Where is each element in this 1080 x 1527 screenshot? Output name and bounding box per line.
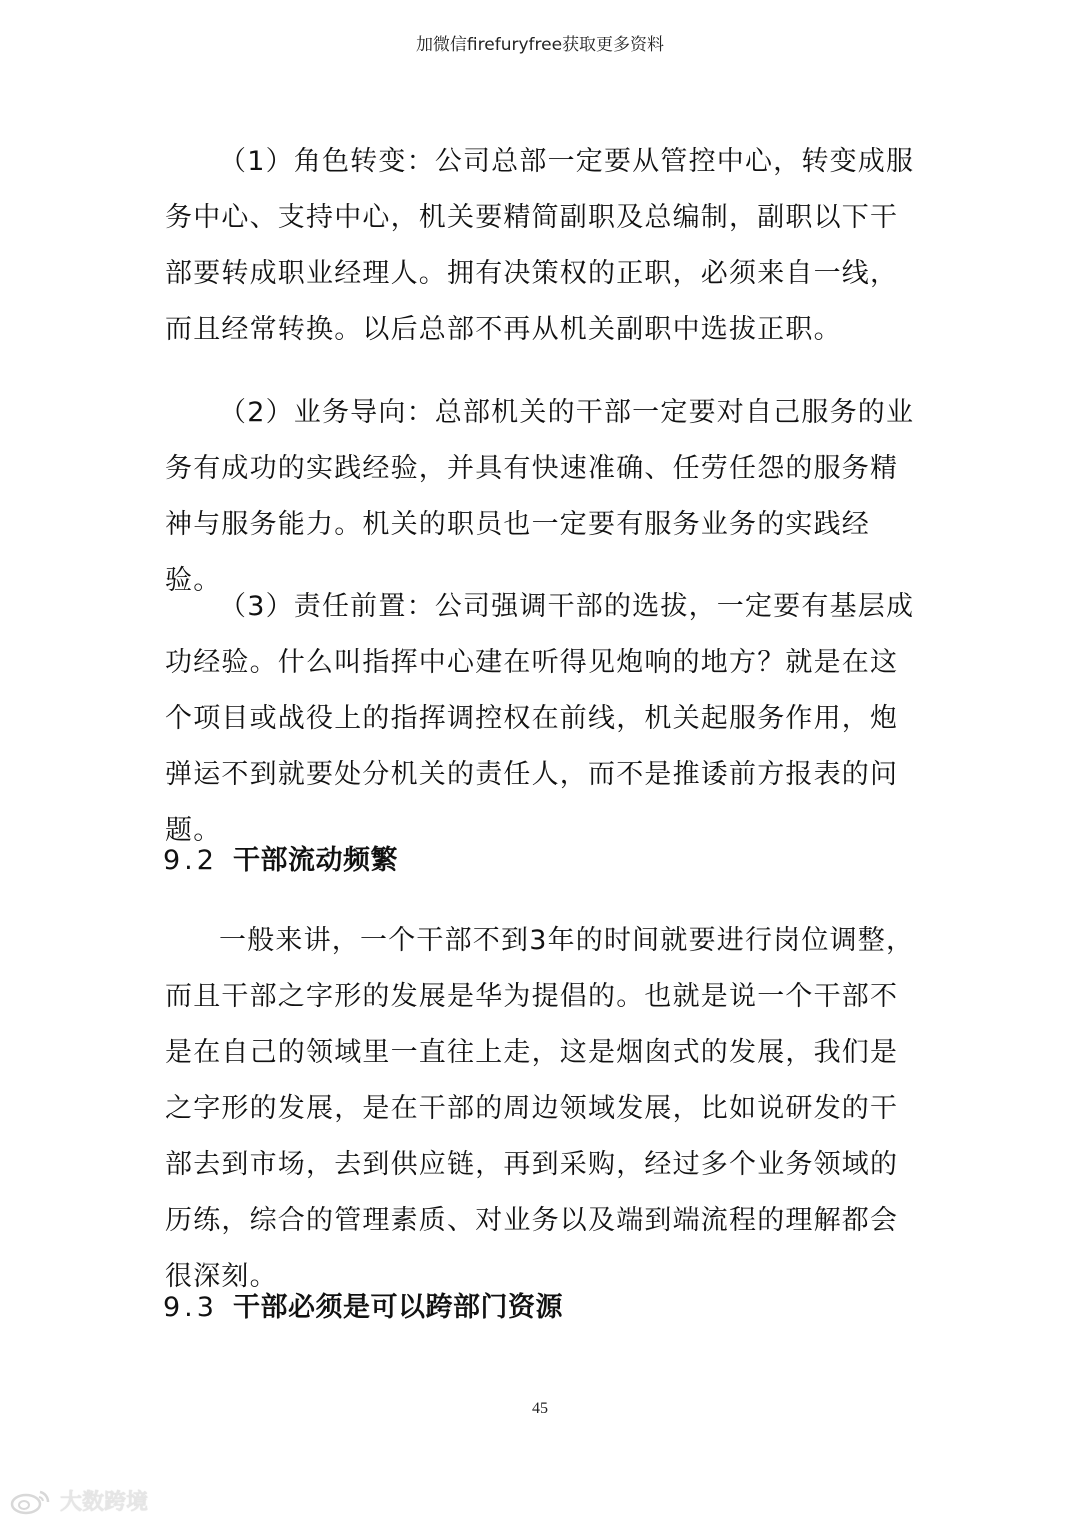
page-header: 加微信firefuryfree获取更多资料 (415, 35, 665, 55)
watermark-text: 大数跨境 (60, 1490, 149, 1515)
paragraph-role-change: （1）角色转变：公司总部一定要从管控中心，转变成服务中心、支持中心，机关要精简副职及总编制，副职以下干部要转成职业经理人。拥有决策权的正职，必须来自一线，而且经常转换。以后总部不再从机关副职中选拔正职。 (165, 146, 915, 345)
paragraph-cadre-rotation: 一般来讲，一个干部不到3年的时间就要进行岗位调整，而且干部之字形的发展是华为提倡的。也就是说一个干部不是在自己的领域里一直往上走，这是烟囱式的发展，我们是之字形的发展，是在干部的周边领域发展，比如说研发的干部去到市场，去到供应链，再到采购，经过多个业务领域的历练，综合的管理素质、对业务以及端到端流程的理解都会很深刻。 (165, 925, 915, 1292)
page-number: 45 (532, 1400, 548, 1417)
paragraph-responsibility-front: （3）责任前置：公司强调干部的选拔，一定要有基层成功经验。什么叫指挥中心建在听得见炮响的地方？就是在这个项目或战役上的指挥调控权在前线，机关起服务作用，炮弹运不到就要处分机关的责任人，而不是推诿前方报表的问题。 (165, 591, 915, 846)
watermark (8, 1485, 148, 1516)
section-title: 干部流动频繁 (233, 845, 398, 876)
section-number: 9.2 (163, 845, 218, 876)
section-heading-9-3 (163, 1285, 563, 1324)
weibo-logo-icon (8, 1486, 54, 1516)
section-title: 干部必须是可以跨部门资源 (233, 1292, 563, 1323)
section-number: 9.3 (163, 1292, 218, 1323)
paragraph-business-orientation: （2）业务导向：总部机关的干部一定要对自己服务的业务有成功的实践经验，并具有快速准确、任劳任怨的服务精神与服务能力。机关的职员也一定要有服务业务的实践经验。 (165, 397, 915, 596)
section-heading-9-2 (163, 838, 398, 877)
